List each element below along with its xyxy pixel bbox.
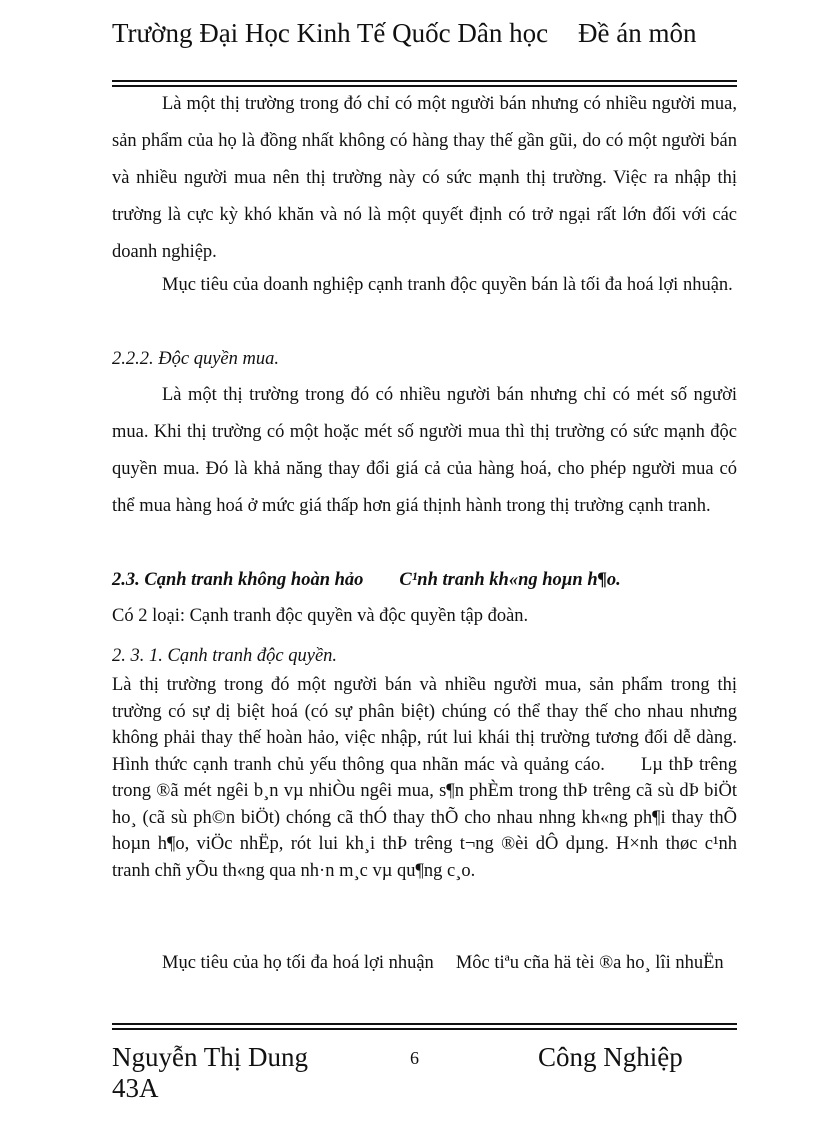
page-number: 6 bbox=[410, 1048, 419, 1068]
header-school-name: Trường Đại Học Kinh Tế Quốc Dân học bbox=[112, 18, 549, 48]
heading-imperfect-competition bbox=[112, 562, 737, 599]
heading-monopsony: 2.2.2. Độc quyền mua. bbox=[112, 349, 279, 369]
paragraph-goal bbox=[112, 945, 737, 982]
heading-monopolistic-competition: 2. 3. 1. Cạnh tranh độc quyền. bbox=[112, 646, 338, 666]
paragraph-monopsony-definition: Là một thị trường trong đó có nhiều người bán nhưng chỉ có mét số người mua. Khi thị trường có một hoặc mét số người mua thì thị trường có sức mạnh độc quyền mua. Đó là khả năng thay đổi giá cả của hàng hoá, cho phép người mua có thể mua hàng hoá ở mức giá thấp hơn giá thịnh hành trong thị trường cạnh tranh. bbox=[112, 385, 737, 516]
paragraph-monopolistic-competition bbox=[112, 672, 737, 884]
paragraph-monopolistic-competition-text: Là thị trường trong đó một người bán và nhiều người mua, sản phẩm trong thị trường có sự dị biệt hoá (có sự phân biệt) chúng có thể thay thế cho nhau nhưng không phải thay thế hoàn hảo, việc nhập, rút lui khái thị trường tương đối dễ dàng. Hình thức cạnh tranh chủ yếu thông qua nhãn mác và quảng cáo. bbox=[112, 675, 737, 775]
paragraph-monopoly-definition: Là một thị trường trong đó chỉ có một người bán nhưng có nhiều người mua, sản phẩm của họ là đồng nhất không có hàng thay thế gần gũi, do có một người bán và nhiều người mua nên thị trường này có sức mạnh thị trường. Việc ra nhập thị trường là cực kỳ khó khăn và nó là một quyết định có trở ngại rất lớn đối với các doanh nghiệp. bbox=[112, 94, 737, 262]
paragraph-goal-garbled: Môc tiªu cña hä tèi ®a ho¸ lîi nhuËn bbox=[455, 953, 724, 973]
paragraph-monopolistic-competition-garbled: Lµ thÞ trêng trong ®ã mét ngêi b¸n vµ nhiÒu ngêi mua, s¶n phÈm trong thÞ trêng cã sù dÞ biÖt ho¸ (cã sù ph©n biÖt) chóng cã thÓ thay thÕ cho nhau nhng kh«ng ph¶i thay thÕ hoµn h¶o, viÖc nhËp, rót lui kh¸i thÞ trêng t¬ng ®èi dÔ dµng. H×nh thøc c¹nh tranh chñ yÕu th«ng qua nh·n m¸c vµ qu¶ng c¸o. bbox=[112, 754, 737, 881]
footer-major: Công Nghiệp bbox=[538, 1042, 683, 1072]
heading-imperfect-competition-text: 2.3. Cạnh tranh không hoàn hảo bbox=[112, 570, 364, 590]
heading-imperfect-competition-garbled: C¹nh tranh kh«ng hoµn h¶o. bbox=[399, 570, 621, 590]
header-course-title: Đề án môn bbox=[578, 18, 697, 48]
paragraph-types: Có 2 loại: Cạnh tranh độc quyền và độc quyền tập đoàn. bbox=[112, 606, 529, 626]
paragraph-monopoly-goal: Mục tiêu của doanh nghiệp cạnh tranh độc quyền bán là tối đa hoá lợi nhuận. bbox=[162, 275, 733, 295]
footer-author: Nguyễn Thị Dung 43A bbox=[112, 1042, 308, 1103]
footer-double-rule bbox=[112, 1023, 737, 1030]
paragraph-goal-text: Mục tiêu của họ tối đa hoá lợi nhuận bbox=[162, 953, 434, 973]
